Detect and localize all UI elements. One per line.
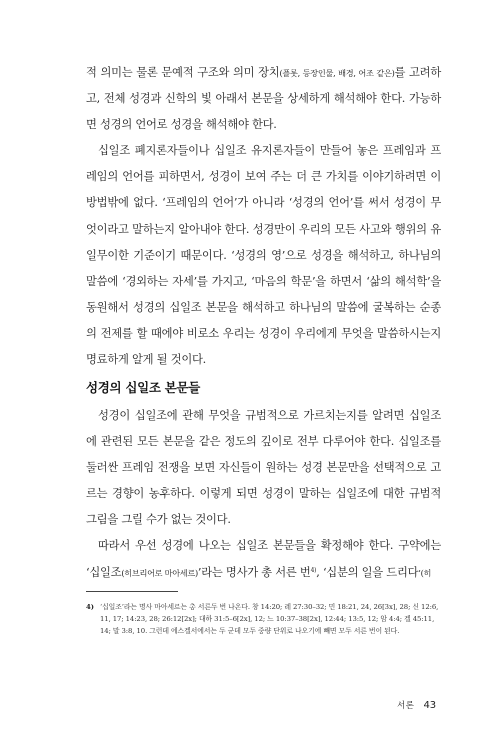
paragraph-1: [86, 60, 441, 138]
paragraph-4-text-b: ’라는 명사가 총 서른 번: [197, 565, 311, 579]
body-text-bottom: [86, 403, 441, 586]
section-heading: 성경의 십일조 본문들: [86, 380, 201, 395]
body-text-top: [86, 60, 441, 373]
footnote-divider: [86, 591, 178, 592]
footnote: [86, 601, 440, 638]
paragraph-1-text-a: 적 의미는 물론 문예적 구조와 의미 장치: [86, 66, 280, 79]
paragraph-4-text-a: 따라서 우선 성경에 나오는 십일조 본문들을 확정해야 한다. 구약에는 ‘십일조: [86, 539, 441, 579]
paragraph-1-text-b: 를 고려하고, 전체 성경과 신학의 빛 아래서 본문을 상세하게 해석해야 한다. 가능하면 성경의 언어로 성경을 해석해야 한다.: [86, 66, 442, 132]
paragraph-4: [86, 533, 441, 585]
paragraph-2: 십일조 폐지론자들이나 십일조 유지론자들이 만들어 놓은 프레임과 프레임의 언어를 피하면서, 성경이 보여 주는 더 큰 가치를 이야기하려면 이 방법밖에 없다. ‘프레임의 언어’가 아니라 ‘성경의 언어’를 써서 성경이 무엇이라고 말하는지 알아내야 한다. 성경만이 우리의 모든 사고와 행위의 유일무이한 기준이기 때문이다. ‘성경의 영’으로 성경을 해석하고, 하나님의 말씀에 ‘경외하는 자세’를 가지고, ‘마음의 학문’을 하면서 ‘삶의 해석학’을 동원해서 성경의 십일조 본문을 해석하고 하나님의 말씀에 굴복하는 순종의 전제를 할 때에야 비로소 우리는 성경이 우리에게 무엇을 말씀하시는지 명료하게 알게 될 것이다.: [86, 144, 441, 367]
paragraph-4-inline-note-2: ’(히: [418, 567, 432, 578]
paragraph-4-inline-note: (히브리어로 마아세르): [121, 567, 198, 578]
page-footer: [397, 693, 436, 712]
paragraph-1-inline-note: (플롯, 등장인물, 배경, 어조 같은): [279, 68, 395, 78]
running-footer-label: 서론: [397, 701, 415, 711]
paragraph-4-text-c: , ‘십분의 일을 드리다: [316, 565, 419, 579]
page-number: 43: [423, 700, 437, 711]
footnote-reference[interactable]: 4): [310, 566, 317, 574]
paragraph-3: 성경이 십일조에 관해 무엇을 규범적으로 가르치는지를 알려면 십일조에 관련된 모든 본문을 같은 정도의 깊이로 전부 다루어야 한다. 십일조를 둘러싼 프레임 전쟁을 보면 자신들이 원하는 성경 본문만을 선택적으로 고르는 경향이 농후하다. 이렇게 되면 성경이 말하는 십일조에 대한 규범적 그림을 그릴 수가 없는 것이다.: [86, 409, 441, 527]
footnote-number: 4): [86, 603, 94, 611]
footnote-text: ‘십일조’라는 명사 마아세르는 총 서른두 번 나온다. 창 14:20; 레 27:30–32; 민 18:21, 24, 26[3x], 28; 신 12:6, 11, 17; 14:23, 28; 26:12[2x]; 대하 31:5–6[2x], 12; 느 10:37–38[2x], 12:44; 13:5, 12; 암 4:4; 겔 45:11, 14; 말 3:8, 10. 그런데 에스겔서에서는 두 군데 모두 중량 단위로 나오기에 빼면 모두 서른 번이 된다.: [100, 603, 439, 636]
